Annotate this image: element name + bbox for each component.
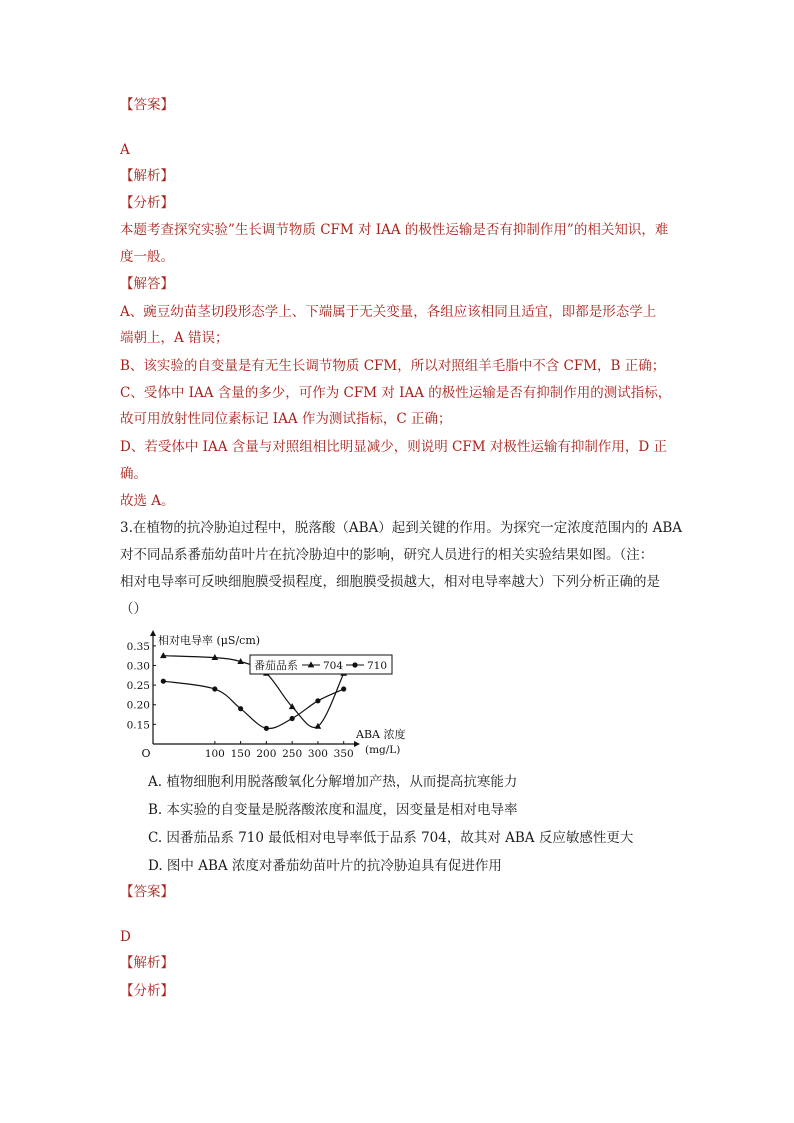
question-text-line: 3.在植物的抗冷胁迫过程中，脱落酸（ABA）起到关键的作用。为探究一定浓度范围内的 ABA (120, 520, 683, 536)
answer-value: A (120, 142, 130, 158)
answer-heading: 【答案】 (120, 884, 174, 900)
x-tick-label: 250 (282, 748, 303, 760)
point-710 (341, 686, 346, 691)
question-text-line: （） (120, 601, 147, 617)
question-text-line: 对不同品系番茄幼苗叶片在抗冷胁迫中的影响，研究人员进行的相关实验结果如图。（注： (120, 547, 654, 563)
fenxi-text-line: 度一般。 (120, 249, 174, 265)
y-tick-label: 0.30 (126, 660, 150, 673)
x-tick-label: 150 (230, 748, 251, 760)
legend-label-710: 710 (367, 660, 388, 672)
point-710 (315, 698, 320, 703)
point-710 (161, 679, 166, 684)
legend-label-704: 704 (323, 660, 344, 672)
x-tick-label: 350 (333, 748, 354, 760)
jieda-text-line: C、受体中 IAA 含量的多少，可作为 CFM 对 IAA 的极性运输是否有抑制作用的测试指标， (120, 385, 672, 401)
y-tick-label: 0.20 (126, 699, 150, 712)
jieda-text-line: 故可用放射性同位素标记 IAA 作为测试指标，C 正确； (120, 411, 452, 427)
x-tick-label: 100 (204, 748, 225, 760)
option-c: C. 因番茄品系 710 最低相对电导率低于品系 704，故其对 ABA 反应敏感性更大 (148, 830, 634, 846)
y-tick-label: 0.15 (126, 719, 150, 732)
point-710 (290, 716, 295, 721)
answer-value: D (120, 929, 131, 945)
fenxi-heading: 【分析】 (120, 195, 174, 211)
conclusion-line: 故选 A。 (120, 493, 175, 509)
origin-label: O (141, 747, 151, 760)
y-axis-arrow (150, 630, 156, 636)
analysis-heading: 【解析】 (120, 168, 174, 184)
point-710 (264, 726, 269, 731)
conductivity-chart (118, 628, 406, 760)
option-a: A. 植物细胞利用脱落酸氧化分解增加产热，从而提高抗寒能力 (148, 774, 518, 790)
answer-heading: 【答案】 (120, 97, 174, 113)
fenxi-heading: 【分析】 (120, 983, 174, 999)
y-tick-label: 0.25 (126, 680, 150, 693)
y-tick-label: 0.35 (126, 640, 150, 653)
legend-title: 番茄品系 (254, 659, 298, 672)
y-axis-label: 相对电导率 (μS/cm) (158, 634, 261, 647)
point-704 (160, 652, 167, 658)
fenxi-text-line: 本题考查探究实验”生长调节物质 CFM 对 IAA 的极性运输是否有抑制作用”的相关知识，难 (120, 222, 669, 238)
jieda-heading: 【解答】 (120, 276, 174, 292)
x-tick-label: 300 (307, 748, 328, 760)
jieda-text-line: 确。 (120, 466, 147, 482)
point-710 (238, 706, 243, 711)
x-tick-label: 200 (256, 748, 277, 760)
x-axis-label: ABA 浓度 (356, 728, 406, 741)
analysis-heading: 【解析】 (120, 955, 174, 971)
jieda-text-line: B、该实验的自变量是有无生长调节物质 CFM，所以对照组羊毛脂中不含 CFM，B 正确； (120, 358, 666, 374)
point-710 (212, 686, 217, 691)
jieda-text-line: 端朝上，A 错误； (120, 330, 229, 346)
jieda-text-line: D、若受体中 IAA 含量与对照组相比明显减少，则说明 CFM 对极性运输有抑制作用，D 正 (120, 439, 667, 455)
jieda-text-line: A、豌豆幼苗茎切段形态学上、下端属于无关变量，各组应该相同且适宜，即都是形态学上 (120, 304, 657, 320)
x-axis-unit: (mg/L) (365, 744, 401, 756)
option-b: B. 本实验的自变量是脱落酸浓度和温度，因变量是相对电导率 (148, 802, 518, 818)
x-axis-arrow (354, 741, 360, 747)
legend-marker-710 (352, 662, 357, 667)
option-d: D. 图中 ABA 浓度对番茄幼苗叶片的抗冷胁迫具有促进作用 (148, 858, 502, 874)
question-text-line: 相对电导率可反映细胞膜受损程度，细胞膜受损越大，相对电导率越大）下列分析正确的是 (120, 574, 660, 590)
series-line-710 (163, 681, 343, 728)
